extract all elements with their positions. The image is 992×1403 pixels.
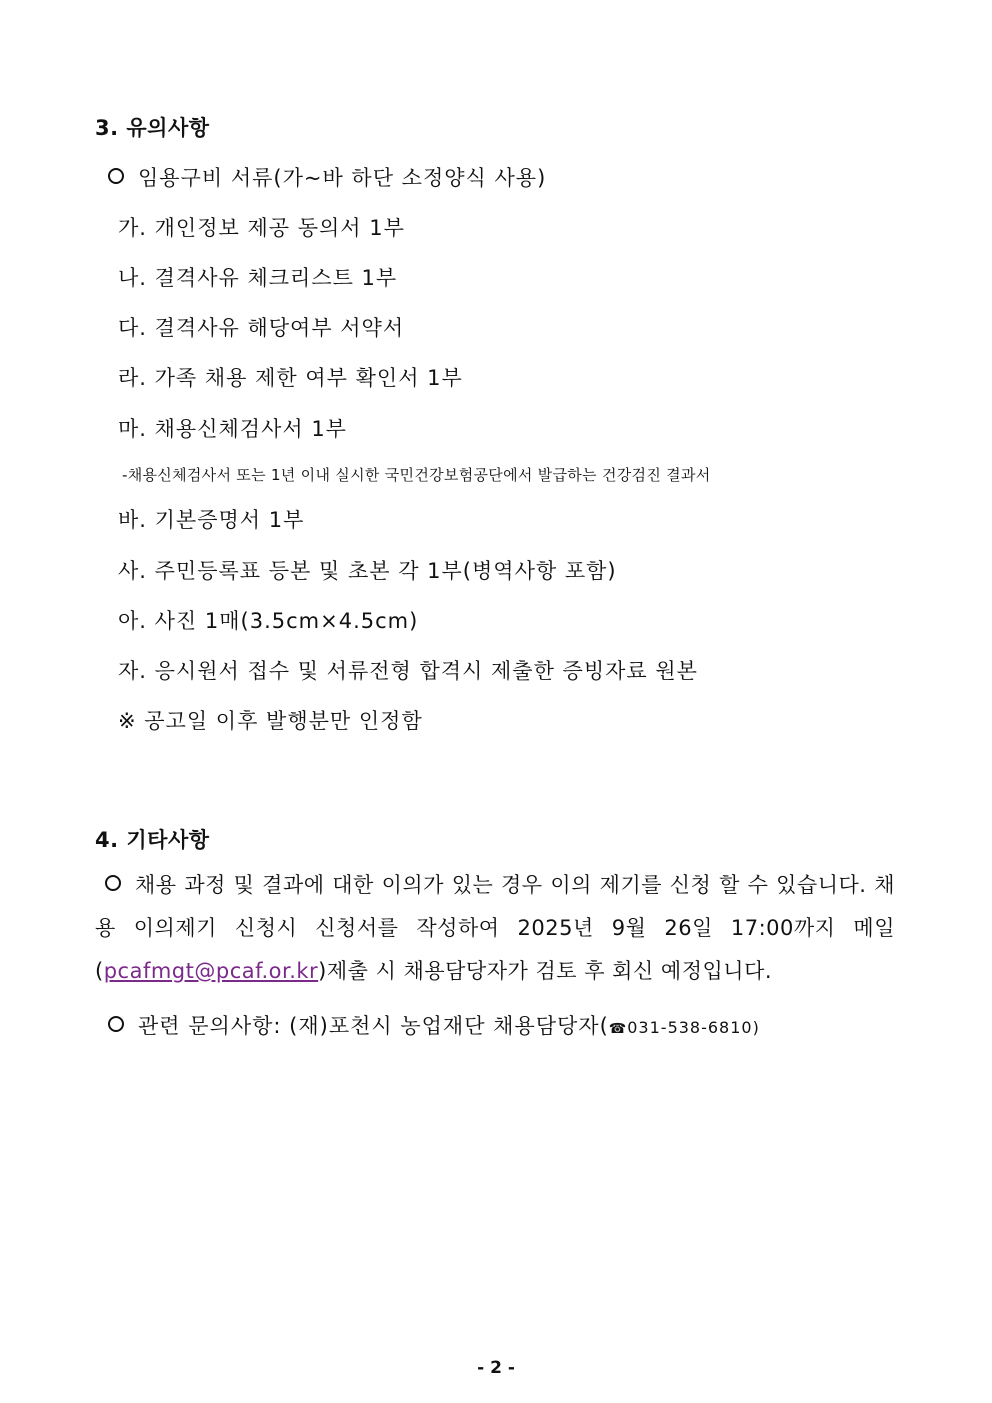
circle-bullet-icon [108,1016,124,1032]
objection-paragraph [95,864,895,993]
objection-text-part2: )제출 시 채용담당자가 검토 후 회신 예정입니다. [318,959,773,983]
phone-number: 031-538-6810) [627,1018,760,1037]
doc-item-ma: 마. 채용신체검사서 1부 [118,417,347,441]
required-documents-intro [108,162,546,192]
circle-bullet-icon [108,168,124,184]
doc-item-na: 나. 결격사유 체크리스트 1부 [118,266,398,290]
intro-text: 임용구비 서류(가~바 하단 소정양식 사용) [138,166,547,190]
section-3-heading: 3. 유의사항 [95,116,210,140]
circle-bullet-icon [105,875,121,891]
phone-icon: ☎ [608,1021,628,1037]
objection-text-part1: 채용 과정 및 결과에 대한 이의가 있는 경우 이의 제기를 신청 할 수 있습니다. 채용 이의제기 신청시 신청서를 작성하여 2025년 9월 26일 17:00까지 메일 ( [95,873,895,983]
doc-item-ba: 바. 기본증명서 1부 [118,508,305,532]
doc-item-sa: 사. 주민등록표 등본 및 초본 각 1부(병역사항 포함) [118,559,617,583]
section-4-heading: 4. 기타사항 [95,828,210,852]
page-number: - 2 - [477,1358,515,1378]
doc-item-da: 다. 결격사유 해당여부 서약서 [118,316,405,340]
contact-label: 관련 문의사항: (재)포천시 농업재단 채용담당자( [138,1014,609,1038]
doc-item-ma-note: -채용신체검사서 또는 1년 이내 실시한 국민건강보험공단에서 발급하는 건강검진 결과서 [122,466,711,484]
doc-item-a: 아. 사진 1매(3.5cm×4.5cm) [118,609,419,633]
doc-item-ga: 가. 개인정보 제공 동의서 1부 [118,216,405,240]
doc-item-ra: 라. 가족 채용 제한 여부 확인서 1부 [118,366,463,390]
doc-item-ja: 자. 응시원서 접수 및 서류전형 합격시 제출한 증빙자료 원본 [118,659,698,683]
contact-line [108,1010,760,1040]
issue-date-note: ※ 공고일 이후 발행분만 인정함 [118,709,423,733]
email-link[interactable]: pcafmgt@pcaf.or.kr [103,959,319,983]
